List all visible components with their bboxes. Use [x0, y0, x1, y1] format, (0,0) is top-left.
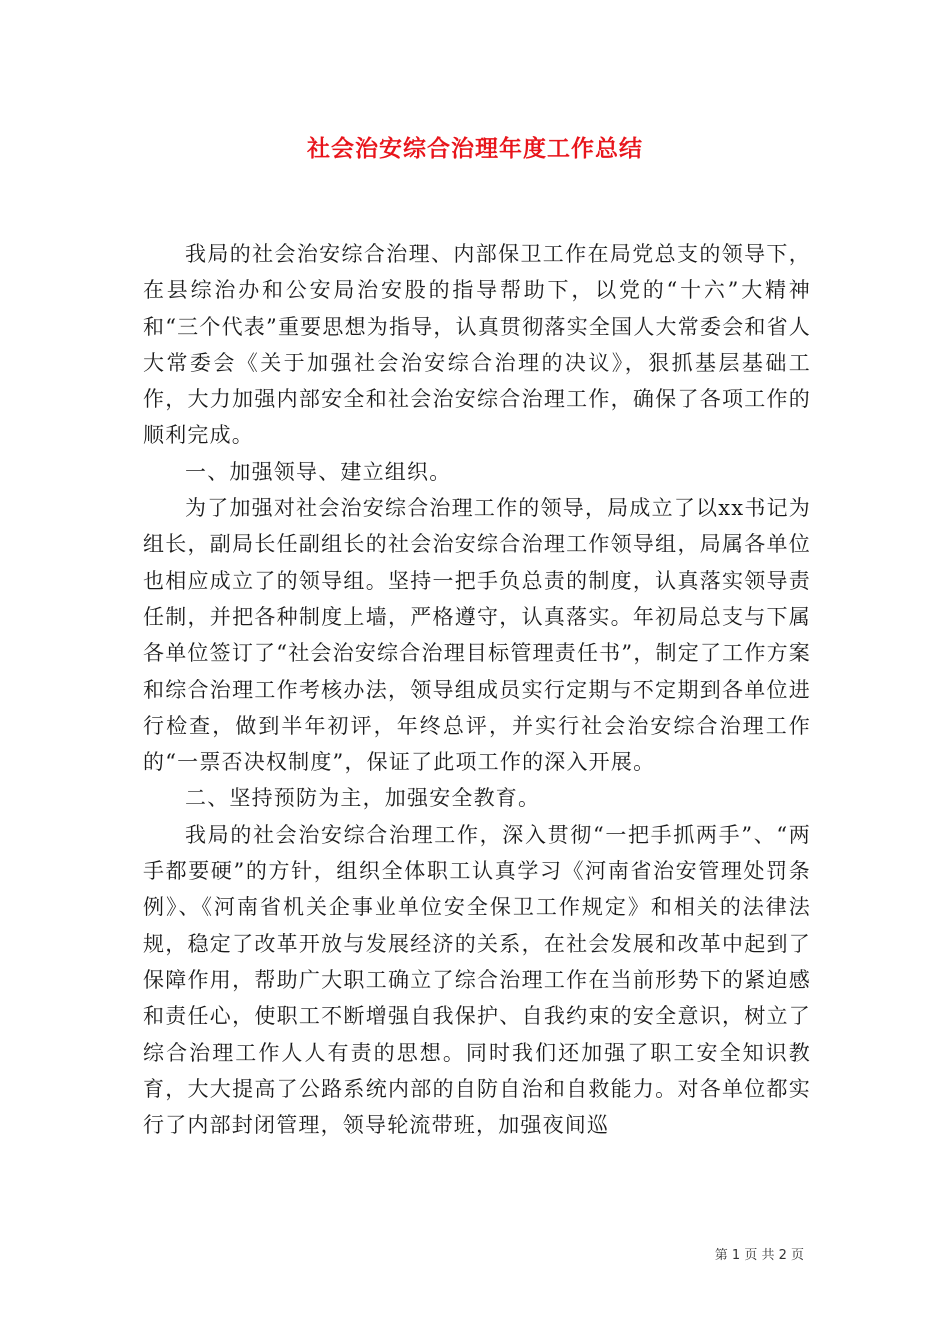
paragraph-intro: 我局的社会治安综合治理、内部保卫工作在局党总支的领导下，在县综治办和公安局治安股的指导帮助下，以党的“十六”大精神和“三个代表”重要思想为指导，认真贯彻落实全国人大常委会和省人大常委会《关于加强社会治安综合治理的决议》，狠抓基层基础工作，大力加强内部安全和社会治安综合治理工作，确保了各项工作的顺利完成。	[143, 242, 811, 448]
page-number: 第 1 页 共 2 页	[714, 1248, 804, 1263]
document-title: 社会治安综合治理年度工作总结	[307, 136, 643, 162]
section-heading-2: 二、坚持预防为主，加强安全教育。	[185, 786, 541, 811]
paragraph-section-2: 我局的社会治安综合治理工作，深入贯彻“一把手抓两手”、“两手都要硬”的方针，组织全体职工认真学习《河南省治安管理处罚条例》、《河南省机关企事业单位安全保卫工作规定》和相关的法律法规，稳定了改革开放与发展经济的关系，在社会发展和改革中起到了保障作用，帮助广大职工确立了综合治理工作在当前形势下的紧迫感和责任心，使职工不断增强自我保护、自我约束的安全意识，树立了综合治理工作人人有责的思想。同时我们还加强了职工安全知识教育，大大提高了公路系统内部的自防自治和自救能力。对各单位都实行了内部封闭管理，领导轮流带班，加强夜间巡	[143, 822, 811, 1138]
paragraph-section-1: 为了加强对社会治安综合治理工作的领导，局成立了以xx书记为组长，副局长任副组长的社会治安综合治理工作领导组，局属各单位也相应成立了的领导组。坚持一把手负总责的制度，认真落实领导责任制，并把各种制度上墙，严格遵守，认真落实。年初局总支与下属各单位签订了“社会治安综合治理目标管理责任书”，制定了工作方案和综合治理工作考核办法，领导组成员实行定期与不定期到各单位进行检查，做到半年初评，年终总评，并实行社会治安综合治理工作的“一票否决权制度”，保证了此项工作的深入开展。	[143, 496, 811, 775]
section-heading-1: 一、加强领导、建立组织。	[185, 459, 452, 484]
document-body	[143, 236, 811, 1143]
